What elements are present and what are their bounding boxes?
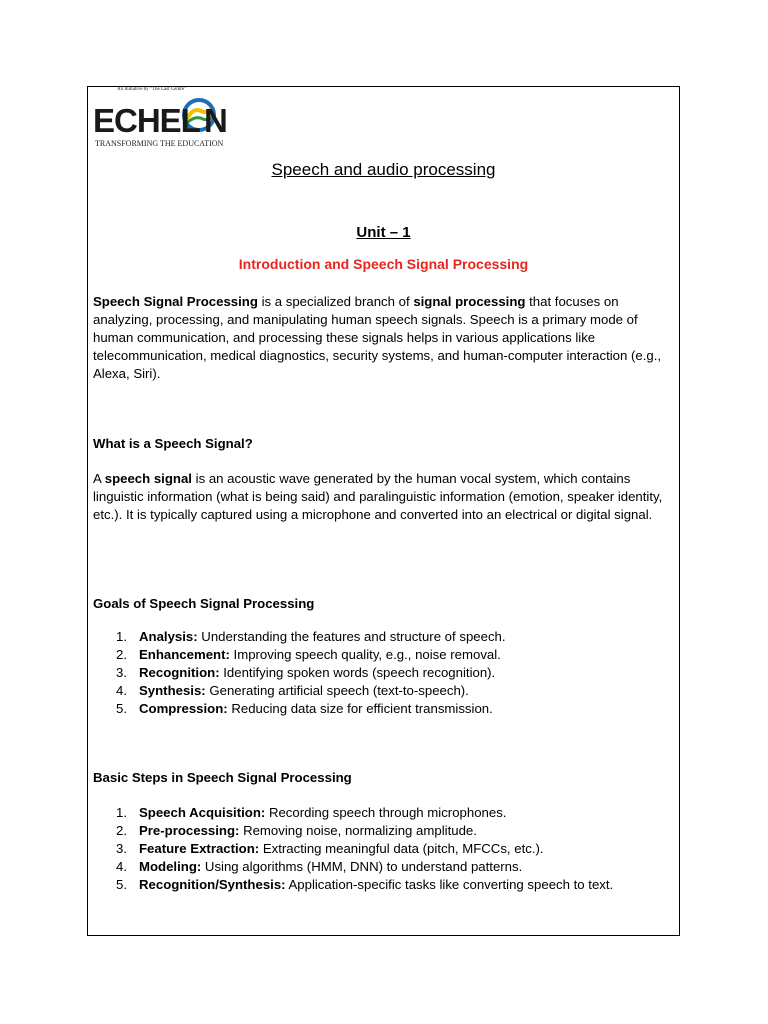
speech-signal-paragraph (93, 470, 678, 524)
list-text: Recording speech through microphones. (265, 805, 507, 820)
logo-tagline: TRANSFORMING THE EDUCATION (95, 139, 224, 148)
list-number: 3. (116, 841, 127, 856)
list-item (93, 876, 678, 894)
svg-text:ECHEL: ECHEL (93, 102, 200, 139)
list-number: 4. (116, 683, 127, 698)
list-item (93, 840, 678, 858)
document-title: Speech and audio processing (271, 160, 496, 179)
speech-signal-text-1: A (93, 471, 105, 486)
list-number: 5. (116, 701, 127, 716)
list-term: Synthesis: (139, 683, 206, 698)
list-text: Reducing data size for efficient transmission. (227, 701, 493, 716)
speech-signal-term: speech signal (104, 471, 192, 486)
list-text: Application-specific tasks like converting speech to text. (285, 877, 614, 892)
list-number: 5. (116, 877, 127, 892)
list-number: 2. (116, 647, 127, 662)
list-term: Speech Acquisition: (139, 805, 266, 820)
section-heading-basic-steps: Basic Steps in Speech Signal Processing (93, 770, 352, 785)
section-heading-goals: Goals of Speech Signal Processing (93, 596, 315, 611)
logo-initiative-text: An Initiative by "The Last Centre" (117, 87, 187, 92)
logo-wordmark-drawing (93, 99, 233, 139)
list-text: Removing noise, normalizing amplitude. (239, 823, 477, 838)
list-term: Modeling: (139, 859, 202, 874)
intro-term-2: signal processing (413, 294, 526, 309)
list-item (93, 682, 678, 700)
list-item (93, 858, 678, 876)
basic-steps-list (93, 804, 678, 894)
intro-text-1: is a specialized branch of (257, 294, 414, 309)
unit-heading: Unit – 1 (356, 224, 411, 241)
list-term: Recognition/Synthesis: (139, 877, 286, 892)
list-item (93, 822, 678, 840)
list-term: Enhancement: (139, 647, 230, 662)
echelon-logo (93, 87, 233, 147)
list-text: Generating artificial speech (text-to-speech). (205, 683, 469, 698)
intro-text-2: that focuses on analyzing, processing, and manipulating human speech signals. Speech is a primary mode of human communication, and processing these signals helps in various applications like telecommunication, medical diagnostics, security systems, and human-computer interaction (e.g., Alexa, Siri). (93, 294, 662, 381)
list-term: Recognition: (139, 665, 220, 680)
list-text: Improving speech quality, e.g., noise removal. (229, 647, 501, 662)
intro-term-1: Speech Signal Processing (93, 294, 258, 309)
list-text: Using algorithms (HMM, DNN) to understand patterns. (201, 859, 523, 874)
list-number: 1. (116, 629, 127, 644)
intro-paragraph (93, 293, 678, 383)
list-item (93, 804, 678, 822)
list-item (93, 700, 678, 718)
list-item (93, 628, 678, 646)
list-text: Understanding the features and structure of speech. (197, 629, 506, 644)
list-item (93, 664, 678, 682)
list-text: Identifying spoken words (speech recognition). (219, 665, 496, 680)
list-number: 3. (116, 665, 127, 680)
list-item (93, 646, 678, 664)
goals-list (93, 628, 678, 718)
speech-signal-text-2: is an acoustic wave generated by the human vocal system, which contains linguistic information (what is being said) and paralinguistic information (emotion, speaker identity, etc.). It is typically captured using a microphone and converted into an electrical or digital signal. (93, 471, 663, 522)
svg-text:N: N (204, 102, 228, 139)
list-term: Pre-processing: (139, 823, 240, 838)
section-heading-speech-signal: What is a Speech Signal? (93, 436, 253, 451)
list-term: Feature Extraction: (139, 841, 260, 856)
list-text: Extracting meaningful data (pitch, MFCCs, etc.). (259, 841, 544, 856)
chapter-subtitle: Introduction and Speech Signal Processing (238, 256, 529, 272)
list-number: 1. (116, 805, 127, 820)
list-term: Analysis: (139, 629, 198, 644)
list-number: 4. (116, 859, 127, 874)
list-number: 2. (116, 823, 127, 838)
list-term: Compression: (139, 701, 228, 716)
